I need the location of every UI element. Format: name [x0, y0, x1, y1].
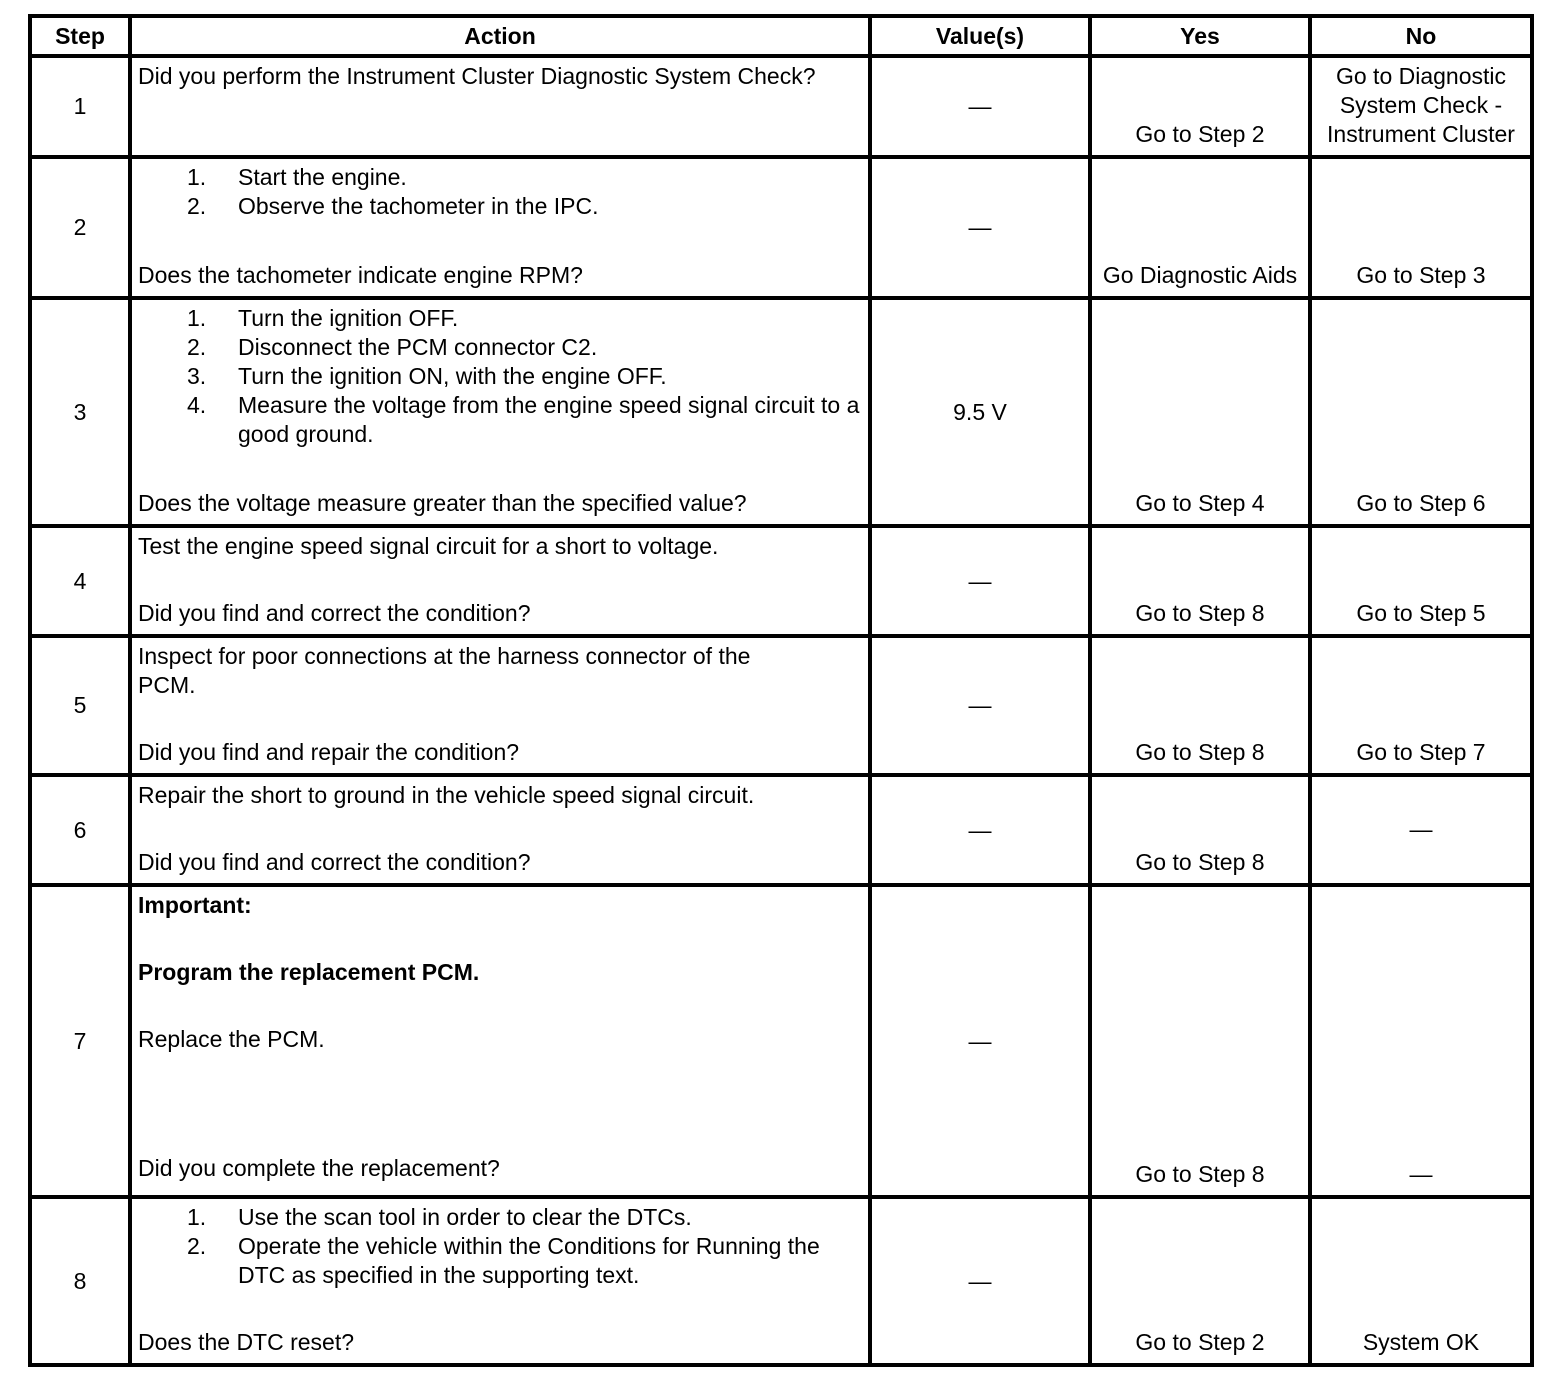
action-step-item: 2. Operate the vehicle within the Conditions for Running the DTC as specified in the supporting text. — [187, 1233, 820, 1288]
header-action: Action — [130, 16, 870, 56]
yes-cell: Go to Step 8 — [1090, 775, 1310, 885]
action-step-item: 3. Turn the ignition ON, with the engine OFF. — [187, 363, 667, 389]
action-question: Did you find and correct the condition? — [138, 600, 531, 626]
table-row — [30, 56, 1532, 157]
yes-cell: Go to Step 2 — [1090, 1197, 1310, 1365]
table-row — [30, 775, 1532, 885]
table-row — [30, 526, 1532, 636]
action-cell — [130, 885, 870, 1197]
no-cell: Go to Step 7 — [1310, 636, 1532, 775]
action-text: Repair the short to ground in the vehicle speed signal circuit. — [138, 782, 755, 808]
action-text: Did you perform the Instrument Cluster Diagnostic System Check? — [138, 63, 816, 89]
step-number: 8 — [30, 1197, 130, 1365]
action-step-item: 1. Use the scan tool in order to clear the DTCs. — [187, 1204, 692, 1230]
action-question: Does the voltage measure greater than the specified value? — [138, 490, 747, 516]
value-cell: — — [870, 636, 1090, 775]
table-row — [30, 157, 1532, 298]
header-no: No — [1310, 16, 1532, 56]
table-row — [30, 298, 1532, 526]
table-row — [30, 885, 1532, 1197]
yes-cell: Go Diagnostic Aids — [1090, 157, 1310, 298]
value-cell: — — [870, 775, 1090, 885]
value-cell: 9.5 V — [870, 298, 1090, 526]
action-step-item: 1. Turn the ignition OFF. — [187, 305, 459, 331]
value-cell: — — [870, 56, 1090, 157]
action-question: Did you complete the replacement? — [138, 1155, 500, 1181]
action-text: Test the engine speed signal circuit for a short to voltage. — [138, 533, 719, 559]
action-step-item: 1. Start the engine. — [187, 164, 407, 190]
value-cell: — — [870, 526, 1090, 636]
yes-cell: Go to Step 8 — [1090, 885, 1310, 1197]
header-values: Value(s) — [870, 16, 1090, 56]
action-cell — [130, 775, 870, 885]
value-cell: — — [870, 157, 1090, 298]
header-row — [30, 16, 1532, 56]
action-steps — [138, 1203, 862, 1290]
action-cell — [130, 298, 870, 526]
action-text: Inspect for poor connections at the harness connector of the PCM. — [138, 643, 751, 698]
value-cell: — — [870, 1197, 1090, 1365]
step-number: 4 — [30, 526, 130, 636]
yes-cell: Go to Step 2 — [1090, 56, 1310, 157]
action-cell — [130, 636, 870, 775]
step-number: 7 — [30, 885, 130, 1197]
step-number: 3 — [30, 298, 130, 526]
no-cell: Go to Diagnostic System Check - Instrument Cluster — [1310, 56, 1532, 157]
action-step-item: 2. Observe the tachometer in the IPC. — [187, 193, 599, 219]
action-question: Did you find and correct the condition? — [138, 849, 531, 875]
header-yes: Yes — [1090, 16, 1310, 56]
yes-cell: Go to Step 8 — [1090, 636, 1310, 775]
step-number: 6 — [30, 775, 130, 885]
step-number: 5 — [30, 636, 130, 775]
value-cell: — — [870, 885, 1090, 1197]
header-step: Step — [30, 16, 130, 56]
step-number: 2 — [30, 157, 130, 298]
no-cell: Go to Step 6 — [1310, 298, 1532, 526]
diagnostic-table — [28, 14, 1534, 1367]
action-steps — [138, 304, 862, 449]
action-text: Replace the PCM. — [138, 1026, 325, 1052]
action-cell — [130, 56, 870, 157]
action-cell — [130, 526, 870, 636]
important-note: Program the replacement PCM. — [138, 959, 480, 985]
action-cell — [130, 1197, 870, 1365]
step-number: 1 — [30, 56, 130, 157]
action-question: Did you find and repair the condition? — [138, 739, 520, 765]
table-row — [30, 636, 1532, 775]
action-cell — [130, 157, 870, 298]
no-cell: Go to Step 5 — [1310, 526, 1532, 636]
no-cell: — — [1310, 775, 1532, 885]
no-cell: — — [1310, 885, 1532, 1197]
yes-cell: Go to Step 4 — [1090, 298, 1310, 526]
yes-cell: Go to Step 8 — [1090, 526, 1310, 636]
important-label: Important: — [138, 892, 252, 918]
no-cell: System OK — [1310, 1197, 1532, 1365]
action-steps — [138, 163, 862, 221]
table-row — [30, 1197, 1532, 1365]
no-cell: Go to Step 3 — [1310, 157, 1532, 298]
action-step-item: 4. Measure the voltage from the engine speed signal circuit to a good ground. — [187, 392, 860, 447]
action-step-item: 2. Disconnect the PCM connector C2. — [187, 334, 598, 360]
action-question: Does the tachometer indicate engine RPM? — [138, 262, 583, 288]
action-question: Does the DTC reset? — [138, 1329, 355, 1355]
